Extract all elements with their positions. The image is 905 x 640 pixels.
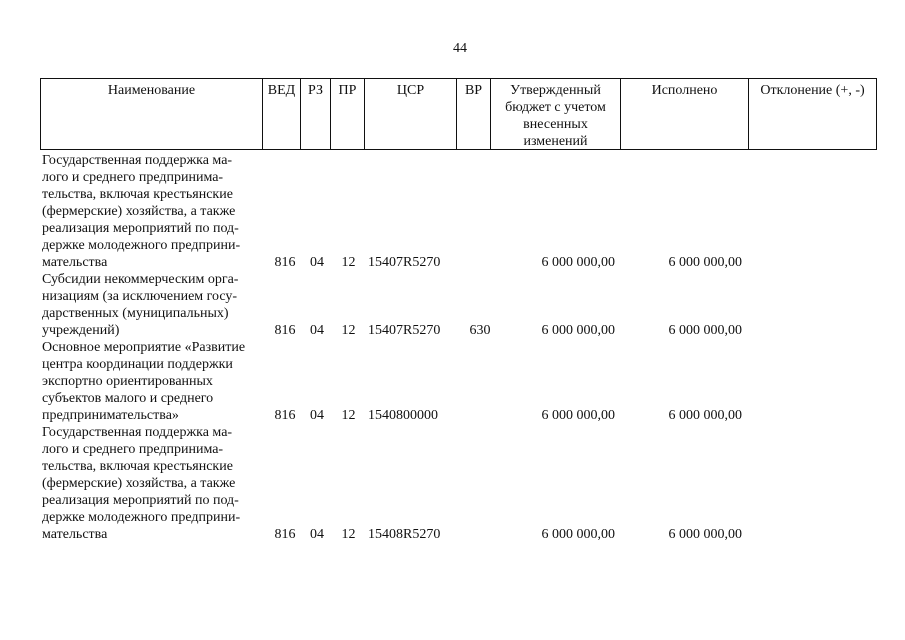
header-pr: ПР	[331, 79, 365, 149]
row-pr: 12	[341, 255, 356, 270]
row-csr: 15408R5270	[368, 527, 441, 542]
header-ved: ВЕД	[263, 79, 301, 149]
row-rz: 04	[310, 255, 324, 270]
row-done: 6 000 000,00	[668, 323, 742, 338]
table-row	[40, 152, 877, 271]
table-row	[40, 339, 877, 424]
header-budget: Утвержденный бюджет с учетом внесенных изменений	[491, 79, 621, 149]
table-header	[40, 78, 877, 150]
row-rz: 04	[310, 408, 324, 423]
row-csr: 15407R5270	[368, 323, 441, 338]
row-done: 6 000 000,00	[668, 408, 742, 423]
row-budget: 6 000 000,00	[541, 255, 615, 270]
header-done: Исполнено	[621, 79, 749, 149]
table-row	[40, 271, 877, 339]
row-budget: 6 000 000,00	[541, 323, 615, 338]
row-ved: 816	[274, 323, 296, 338]
row-budget: 6 000 000,00	[541, 408, 615, 423]
row-rz: 04	[310, 323, 324, 338]
row-name: Субсидии некоммерческим орга- низациям (за исключением госу- дарственных (муниципальных) учреждений)	[42, 272, 239, 338]
row-budget: 6 000 000,00	[541, 527, 615, 542]
row-pr: 12	[341, 323, 356, 338]
header-csr: ЦСР	[365, 79, 457, 149]
row-csr: 1540800000	[368, 408, 438, 423]
row-ved: 816	[274, 255, 296, 270]
row-done: 6 000 000,00	[668, 255, 742, 270]
header-name: Наименование	[41, 79, 263, 149]
row-vr: 630	[469, 323, 491, 338]
row-name: Государственная поддержка ма- лого и среднего предпринима- тельства, включая крестьянские (фермерские) хозяйства, а также реализация мероприятий по под- держке молодежного предприни- мательства	[42, 153, 241, 270]
row-name: Основное мероприятие «Развитие центра координации поддержки экспортно ориентированных субъектов малого и среднего предпринимательства»	[42, 340, 246, 423]
row-done: 6 000 000,00	[668, 527, 742, 542]
page-number: 44	[453, 41, 467, 56]
row-rz: 04	[310, 527, 324, 542]
row-pr: 12	[341, 527, 356, 542]
row-ved: 816	[274, 527, 296, 542]
row-name: Государственная поддержка ма- лого и среднего предпринима- тельства, включая крестьянские (фермерские) хозяйства, а также реализация мероприятий по под- держке молодежного предприни- мательства	[42, 425, 241, 542]
table-row	[40, 424, 877, 543]
row-pr: 12	[341, 408, 356, 423]
header-rz: РЗ	[301, 79, 331, 149]
header-deviation: Отклонение (+, -)	[760, 83, 865, 98]
row-csr: 15407R5270	[368, 255, 441, 270]
row-ved: 816	[274, 408, 296, 423]
header-vr: ВР	[457, 79, 491, 149]
